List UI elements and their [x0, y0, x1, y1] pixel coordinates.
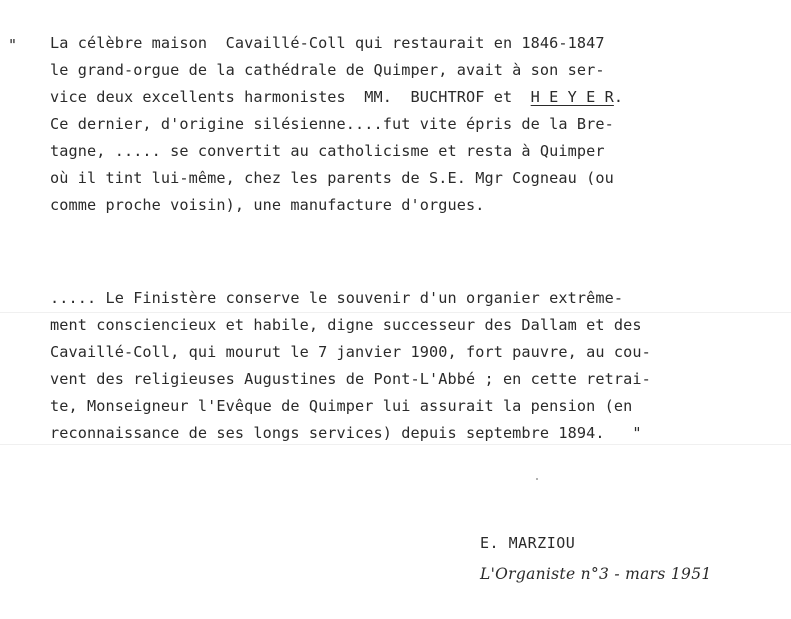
text-line: où il tint lui-même, chez les parents de S.E. Mgr Cogneau (ou	[50, 169, 614, 187]
scan-speck	[536, 478, 538, 480]
text-line: Ce dernier, d'origine silésienne....fut vite épris de la Bre-	[50, 115, 614, 133]
paragraph-1	[50, 30, 780, 219]
text-line: La célèbre maison Cavaillé-Coll qui restaurait en 1846-1847	[50, 34, 605, 52]
text-line: le grand-orgue de la cathédrale de Quimper, avait à son ser-	[50, 61, 605, 79]
signature-source: L'Organiste n°3 - mars 1951	[480, 565, 712, 583]
scan-artifact-line	[0, 444, 791, 445]
text-line: vent des religieuses Augustines de Pont-L'Abbé ; en cette retrai-	[50, 370, 651, 388]
text-line: te, Monseigneur l'Evêque de Quimper lui assurait la pension (en	[50, 397, 633, 415]
text-line: comme proche voisin), une manufacture d'orgues.	[50, 196, 485, 214]
text-line	[50, 84, 780, 111]
text-line: ment consciencieux et habile, digne successeur des Dallam et des	[50, 316, 642, 334]
signature-author: E. MARZIOU	[480, 534, 576, 552]
text-line: tagne, ..... se convertit au catholicisme et resta à Quimper	[50, 142, 605, 160]
underlined-name-heyer: H E Y E R	[530, 88, 614, 106]
opening-quote-mark: "	[8, 36, 18, 54]
text-line-start: vice deux excellents harmonistes MM. BUCHTROF et	[50, 88, 531, 106]
name-period: .	[613, 88, 624, 106]
text-line: ..... Le Finistère conserve le souvenir d'un organier extrême-	[50, 289, 624, 307]
text-line: Cavaillé-Coll, qui mourut le 7 janvier 1900, fort pauvre, au cou-	[50, 343, 651, 361]
text-line: reconnaissance de ses longs services) depuis septembre 1894. "	[50, 424, 642, 442]
paragraph-2	[50, 285, 780, 447]
